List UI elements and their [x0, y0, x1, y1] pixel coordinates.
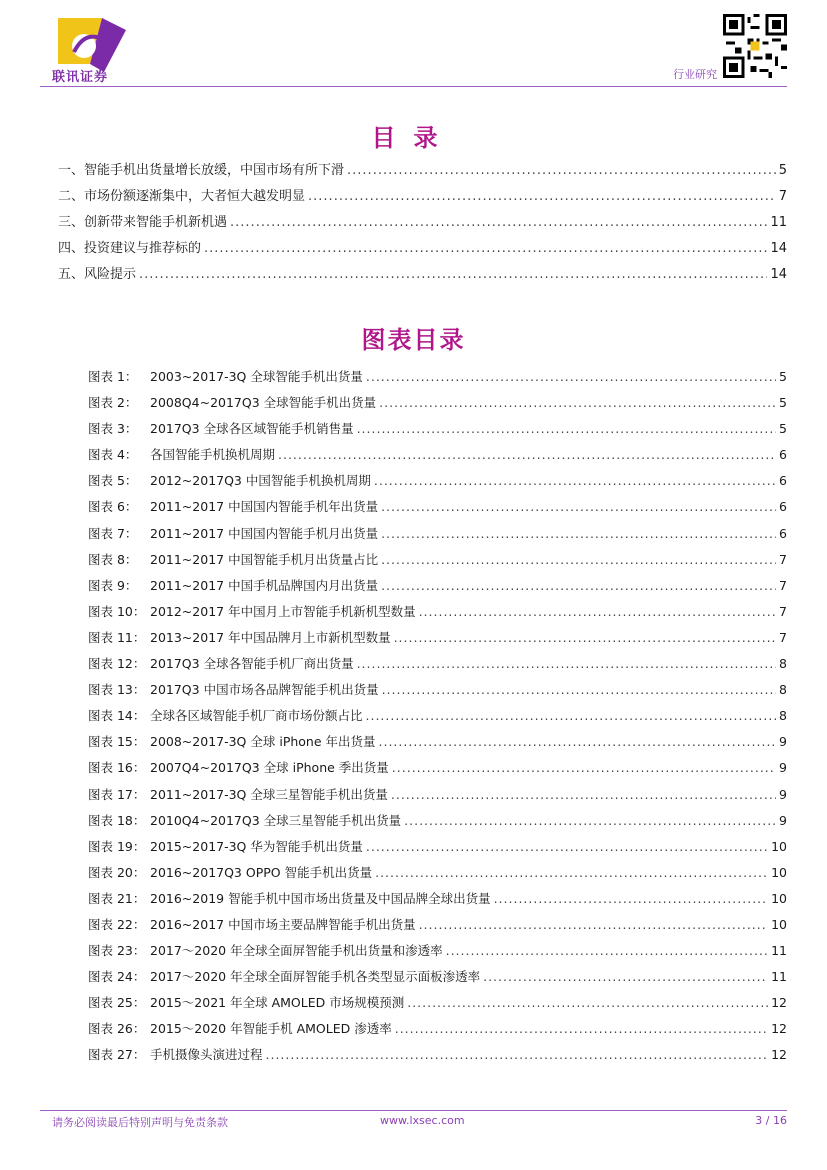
figure-entry[interactable]: [88, 834, 787, 860]
leader-dots: [357, 651, 776, 677]
figure-entry[interactable]: [88, 886, 787, 912]
figure-entry[interactable]: [88, 390, 787, 416]
report-category: 行业研究: [673, 68, 717, 81]
entry-page: 11: [771, 969, 787, 985]
figure-entry[interactable]: [88, 494, 787, 520]
entry-page: 5: [778, 163, 787, 178]
entry-page: 14: [770, 241, 787, 257]
entry-number: 图表 1：: [88, 369, 138, 384]
figure-entry[interactable]: [88, 755, 787, 781]
page-indicator: 3 / 16: [755, 1114, 787, 1127]
entry-number: 图表 27：: [88, 1047, 146, 1063]
entry-number: 图表 7：: [88, 525, 138, 541]
toc-entry[interactable]: [58, 210, 787, 236]
figure-entry[interactable]: [88, 468, 787, 494]
entry-number: 图表 2：: [88, 395, 138, 411]
figure-entry[interactable]: [88, 990, 787, 1016]
leader-dots: [382, 677, 776, 703]
entry-number: 五、: [58, 267, 85, 283]
entry-page: 12: [771, 1047, 787, 1063]
entry-page: 11: [770, 215, 787, 231]
footer-divider: [40, 1110, 787, 1111]
disclaimer-link[interactable]: 请务必阅读最后特别声明与免责条款: [52, 1116, 228, 1129]
leader-dots: [366, 834, 768, 860]
leader-dots: [419, 599, 776, 625]
entry-number: 图表 4：: [88, 447, 138, 463]
entry-number: 图表 5：: [88, 473, 138, 489]
entry-page: 10: [771, 916, 787, 932]
entry-text: 2016~2017 中国市场主要品牌智能手机出货量: [150, 916, 416, 932]
entry-text: 2011~2017 中国智能手机月出货量占比: [150, 551, 379, 567]
entry-text: 各国智能手机换机周期: [150, 447, 276, 463]
entry-text: 2016~2017Q3 OPPO 智能手机出货量: [150, 864, 373, 880]
leader-dots: [347, 158, 776, 184]
figure-entry[interactable]: [88, 729, 787, 755]
entry-number: 图表 23：: [88, 943, 146, 959]
leader-dots: [266, 1042, 769, 1068]
entry-text: 2011~2017 中国国内智能手机月出货量: [150, 525, 379, 541]
leader-dots: [379, 390, 776, 416]
entry-text: 投资建议与推荐标的: [84, 241, 202, 257]
entry-text: 2012~2017 年中国月上市智能手机新机型数量: [150, 603, 416, 619]
entry-page: 8: [779, 656, 787, 672]
leader-dots: [308, 184, 776, 210]
entry-page: 7: [779, 551, 787, 567]
entry-number: 图表 21：: [88, 890, 146, 906]
leader-dots: [391, 782, 776, 808]
entry-text: 2007Q4~2017Q3 全球 iPhone 季出货量: [150, 760, 389, 776]
leader-dots: [446, 938, 768, 964]
figure-entry[interactable]: [88, 860, 787, 886]
figure-entry[interactable]: [88, 808, 787, 834]
entry-text: 2017～2020 年全球全面屏智能手机出货量和渗透率: [150, 943, 443, 959]
figure-entry[interactable]: [88, 964, 787, 990]
entry-text: 2008~2017-3Q 全球 iPhone 年出货量: [150, 734, 376, 750]
website-link[interactable]: www.lxsec.com: [380, 1114, 465, 1127]
figure-entry[interactable]: [88, 703, 787, 729]
qr-code-icon: [723, 14, 787, 78]
entry-page: 8: [779, 682, 787, 698]
entry-number: 图表 19：: [88, 838, 146, 854]
entry-number: 图表 6：: [88, 499, 138, 515]
entry-number: 图表 16：: [88, 760, 146, 776]
entry-number: 图表 3：: [88, 421, 138, 437]
leader-dots: [381, 494, 776, 520]
entry-page: 6: [779, 499, 787, 515]
entry-page: 10: [771, 864, 787, 880]
entry-page: 5: [779, 369, 787, 384]
leader-dots: [392, 755, 776, 781]
entry-text: 2013~2017 年中国品牌月上市新机型数量: [150, 629, 391, 645]
entry-text: 2012~2017Q3 中国智能手机换机周期: [150, 473, 371, 489]
leader-dots: [404, 808, 776, 834]
header-divider: [40, 86, 787, 87]
entry-number: 图表 20：: [88, 864, 146, 880]
entry-number: 一、: [58, 163, 85, 178]
leader-dots: [379, 729, 777, 755]
entry-page: 9: [779, 812, 787, 828]
leader-dots: [381, 521, 776, 547]
entry-page: 7: [778, 189, 787, 205]
entry-page: 14: [770, 267, 787, 283]
entry-number: 图表 26：: [88, 1021, 146, 1037]
leader-dots: [394, 625, 776, 651]
figure-entry[interactable]: [88, 599, 787, 625]
entry-text: 2011~2017 中国国内智能手机年出货量: [150, 499, 379, 515]
figure-entry[interactable]: [88, 782, 787, 808]
entry-number: 图表 14：: [88, 708, 146, 724]
leader-dots: [494, 886, 769, 912]
leader-dots: [366, 703, 777, 729]
entry-text: 市场份额逐渐集中，大者恒大越发明显: [84, 189, 306, 205]
figure-entry[interactable]: [88, 625, 787, 651]
entry-text: 2017～2020 年全球全面屏智能手机各类型显示面板渗透率: [150, 969, 481, 985]
entry-text: 2011~2017-3Q 全球三星智能手机出货量: [150, 786, 388, 802]
entry-page: 10: [771, 838, 787, 854]
figure-entry[interactable]: [88, 651, 787, 677]
entry-page: 9: [779, 760, 787, 776]
figure-entry[interactable]: [88, 416, 787, 442]
entry-text: 2008Q4~2017Q3 全球智能手机出货量: [150, 395, 377, 411]
figure-entry[interactable]: [88, 1042, 787, 1068]
entry-page: 7: [779, 603, 787, 619]
figure-entry[interactable]: [88, 573, 787, 599]
entry-page: 6: [779, 525, 787, 541]
figure-entry[interactable]: [88, 938, 787, 964]
entry-page: 6: [779, 473, 787, 489]
leader-dots: [395, 1016, 768, 1042]
entry-number: 图表 11：: [88, 629, 146, 645]
figure-entry[interactable]: [88, 677, 787, 703]
figure-entry[interactable]: [88, 364, 787, 390]
entry-text: 风险提示: [84, 267, 137, 283]
entry-text: 全球各区域智能手机厂商市场份额占比: [150, 708, 363, 724]
leader-dots: [374, 468, 776, 494]
figure-entry[interactable]: [88, 912, 787, 938]
entry-number: 图表 9：: [88, 577, 138, 593]
toc-list: [58, 158, 787, 288]
figure-list-title: 图表目录: [361, 326, 466, 354]
entry-number: 四、: [58, 241, 85, 257]
entry-number: 图表 12：: [88, 656, 146, 672]
entry-page: 12: [771, 995, 787, 1011]
entry-text: 手机摄像头演进过程: [150, 1047, 263, 1063]
leader-dots: [230, 210, 767, 236]
entry-text: 2016~2019 智能手机中国市场出货量及中国品牌全球出货量: [150, 890, 491, 906]
entry-number: 图表 10：: [88, 603, 146, 619]
entry-page: 6: [779, 447, 787, 463]
entry-page: 11: [771, 943, 787, 959]
entry-text: 2011~2017 中国手机品牌国内月出货量: [150, 577, 379, 593]
entry-text: 2017Q3 全球各智能手机厂商出货量: [150, 656, 354, 672]
entry-text: 2015~2017-3Q 华为智能手机出货量: [150, 838, 363, 854]
leader-dots: [204, 236, 767, 262]
leader-dots: [381, 547, 776, 573]
entry-text: 2015～2021 年全球 AMOLED 市场规模预测: [150, 995, 405, 1011]
entry-text: 2017Q3 全球各区域智能手机销售量: [150, 421, 354, 437]
entry-page: 9: [779, 786, 787, 802]
entry-page: 10: [771, 890, 787, 906]
entry-number: 图表 25：: [88, 995, 146, 1011]
logo-text: 联讯证券: [52, 70, 109, 85]
leader-dots: [381, 573, 776, 599]
leader-dots: [407, 990, 768, 1016]
leader-dots: [357, 416, 776, 442]
figure-entry[interactable]: [88, 547, 787, 573]
entry-number: 图表 22：: [88, 916, 146, 932]
entry-page: 8: [779, 708, 787, 724]
entry-text: 2017Q3 中国市场各品牌智能手机出货量: [150, 682, 379, 698]
entry-page: 9: [779, 734, 787, 750]
entry-page: 7: [779, 629, 787, 645]
entry-page: 5: [779, 395, 787, 411]
entry-number: 图表 13：: [88, 682, 146, 698]
leader-dots: [375, 860, 768, 886]
figure-entry[interactable]: [88, 442, 787, 468]
page-header: [0, 0, 827, 92]
toc-entry[interactable]: [58, 262, 787, 288]
figure-entry[interactable]: [88, 521, 787, 547]
entry-number: 图表 17：: [88, 786, 146, 802]
entry-text: 2015～2020 年智能手机 AMOLED 渗透率: [150, 1021, 392, 1037]
entry-number: 图表 15：: [88, 734, 146, 750]
leader-dots: [139, 262, 767, 288]
entry-text: 2010Q4~2017Q3 全球三星智能手机出货量: [150, 812, 402, 828]
entry-page: 7: [779, 577, 787, 593]
leader-dots: [278, 442, 776, 468]
entry-page: 12: [771, 1021, 787, 1037]
leader-dots: [483, 964, 768, 990]
entry-number: 图表 24：: [88, 969, 146, 985]
entry-text: 创新带来智能手机新机遇: [84, 215, 228, 231]
leader-dots: [419, 912, 769, 938]
entry-text: 智能手机出货量增长放缓，中国市场有所下滑: [84, 163, 345, 178]
figure-entry[interactable]: [88, 1016, 787, 1042]
toc-entry[interactable]: [58, 184, 787, 210]
toc-title: 目录: [371, 124, 456, 152]
toc-entry[interactable]: [58, 158, 787, 184]
entry-number: 图表 8：: [88, 551, 138, 567]
entry-text: 2003~2017-3Q 全球智能手机出货量: [150, 369, 363, 384]
entry-page: 5: [779, 421, 787, 437]
figure-list: [88, 364, 787, 1069]
toc-entry[interactable]: [58, 236, 787, 262]
leader-dots: [366, 364, 776, 390]
entry-number: 三、: [58, 215, 85, 231]
entry-number: 二、: [58, 189, 85, 205]
entry-number: 图表 18：: [88, 812, 146, 828]
